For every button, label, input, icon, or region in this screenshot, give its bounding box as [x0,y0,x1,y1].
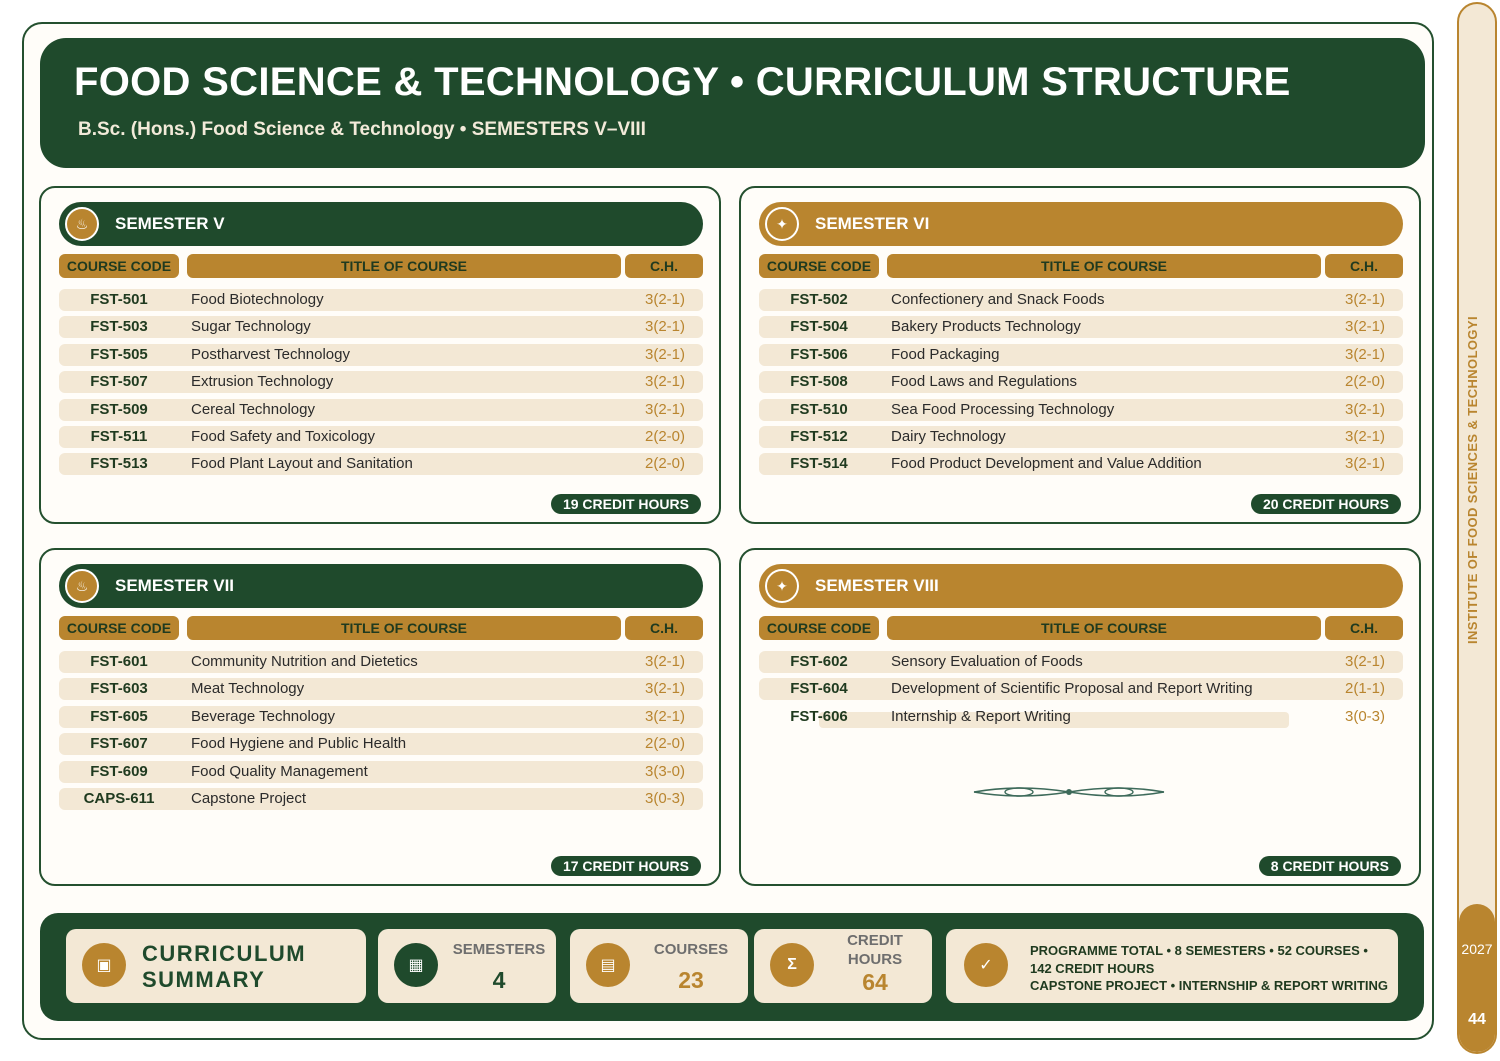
course-credit: 3(2-1) [644,400,685,418]
credit-hours-badge: 17 CREDIT HOURS [551,856,701,876]
course-row [59,678,703,700]
summary-title [142,941,306,993]
course-row [59,289,703,311]
list-icon: ▤ [586,943,630,987]
column-header-title: TITLE OF COURSE [187,616,621,640]
page-title: FOOD SCIENCE & TECHNOLOGY • CURRICULUM STRUCTURE [74,60,1291,104]
course-credit: 3(2-1) [644,291,685,308]
course-code: FST-603 [90,680,148,698]
course-row [59,316,703,338]
course-title: Sensory Evaluation of Foods [891,653,1083,670]
credit-hours-badge: 20 CREDIT HOURS [1251,494,1401,514]
course-credit: 3(2-1) [1344,400,1385,418]
year-label: 2027 [1461,941,1493,957]
column-header-ch: C.H. [1325,616,1403,640]
side-tab-footer [1459,904,1495,1054]
credit-hours-badge: 19 CREDIT HOURS [551,494,701,514]
course-row [759,371,1403,393]
course-title: Food Plant Layout and Sanitation [191,455,413,473]
course-code: FST-502 [790,291,848,308]
course-credit: 3(2-1) [644,373,685,391]
course-credit: 2(2-0) [644,428,685,445]
credit-label-line2: HOURS [847,951,903,968]
institute-name: INSTITUTE OF FOOD SCIENCES & TECHNOLOGYI [1465,315,1480,644]
course-row [59,706,703,728]
course-code: FST-511 [90,428,148,445]
course-row [759,651,1403,673]
course-credit: 3(2-1) [1344,455,1385,473]
course-row [59,733,703,755]
course-credit: 3(2-1) [1344,291,1385,308]
programme-total-text [1030,942,1388,995]
column-header-ch: C.H. [625,254,703,278]
course-title: Confectionery and Snack Foods [891,291,1105,308]
semester-title: SEMESTER VI [815,214,930,233]
summary-title-line2: SUMMARY [142,967,266,992]
course-title: Sea Food Processing Technology [891,400,1115,418]
course-credit: 2(2-0) [644,455,685,473]
course-code: FST-505 [90,345,148,363]
course-credit: 2(2-0) [1344,373,1385,391]
programme-line3: CAPSTONE PROJECT • INTERNSHIP & REPORT WRITING [1030,978,1388,993]
course-title: Sugar Technology [191,318,311,336]
semester-title: SEMESTER VIII [815,576,939,595]
course-title: Food Safety and Toxicology [191,428,376,445]
course-code: FST-509 [90,400,148,418]
credit-label-line1: CREDIT [847,932,903,949]
summary-title-line1: CURRICULUM [142,941,307,966]
semester-header [59,564,703,608]
course-row [759,706,1403,728]
course-credit: 2(2-0) [644,735,685,753]
course-title: Food Quality Management [191,762,368,780]
column-header-title: TITLE OF COURSE [187,254,621,278]
column-header-code: COURSE CODE [759,254,879,278]
semester-card [39,548,721,886]
course-credit: 3(0-3) [1344,707,1385,725]
course-title: Internship & Report Writing [891,707,1071,725]
course-row [759,344,1403,366]
course-row [59,788,703,810]
course-title: Food Hygiene and Public Health [191,735,407,753]
compass-icon: ✦ [765,207,799,241]
course-code: FST-601 [90,653,148,670]
grid-icon: ▦ [394,943,438,987]
credit-hours-value: 64 [862,969,888,995]
course-code: FST-506 [790,345,848,363]
programme-line1: PROGRAMME TOTAL • 8 SEMESTERS • 52 COURSES • [1030,943,1368,958]
check-icon: ✓ [964,943,1008,987]
column-header-code: COURSE CODE [59,254,179,278]
page-subtitle: B.Sc. (Hons.) Food Science & Technology • SEMESTERS V–VIII [78,119,646,140]
compass-icon: ✦ [765,569,799,603]
square-icon: ▣ [82,943,126,987]
summary-title-box [66,929,366,1003]
semesters-value: 4 [492,967,506,993]
semester-header [59,202,703,246]
course-row [759,453,1403,475]
course-title: Development of Scientific Proposal and Report Writing [891,680,1253,698]
course-credit: 3(2-1) [644,653,685,670]
column-header-title: TITLE OF COURSE [887,254,1321,278]
ornament-divider-icon [969,782,1169,802]
sigma-icon: Σ [770,943,814,987]
course-credit: 3(0-3) [644,790,685,807]
semesters-stat [378,929,556,1003]
course-row [59,371,703,393]
course-title: Cereal Technology [191,400,315,418]
course-credit: 3(2-1) [1344,428,1385,445]
column-header-code: COURSE CODE [59,616,179,640]
course-title: Postharvest Technology [191,345,350,363]
course-title: Meat Technology [191,680,305,698]
column-header-code: COURSE CODE [759,616,879,640]
column-header-ch: C.H. [625,616,703,640]
page-number: 44 [1468,1011,1486,1028]
course-title: Capstone Project [191,790,307,807]
page-frame [22,22,1434,1040]
course-credit: 3(2-1) [1344,345,1385,363]
semester-header [759,202,1403,246]
column-header-title: TITLE OF COURSE [887,616,1321,640]
programme-line2: 142 CREDIT HOURS [1030,960,1155,976]
course-code: FST-604 [790,680,848,698]
course-row [59,651,703,673]
course-row [59,344,703,366]
course-code: FST-510 [790,400,848,418]
course-title: Food Packaging [891,345,1000,363]
course-row [59,426,703,448]
credit-hours-badge: 8 CREDIT HOURS [1259,856,1401,876]
course-title: Food Laws and Regulations [891,373,1077,391]
course-code: FST-503 [90,318,148,336]
course-code: FST-602 [790,653,848,670]
semester-header [759,564,1403,608]
course-code: FST-605 [90,707,148,725]
column-header-ch: C.H. [1325,254,1403,278]
course-code: FST-508 [790,373,848,391]
course-row [759,678,1403,700]
semester-title: SEMESTER VII [115,576,235,595]
dish-icon: ♨ [65,207,99,241]
course-row [59,761,703,783]
course-code: FST-513 [90,455,148,473]
semesters-label: SEMESTERS [452,941,546,958]
programme-total-box [946,929,1398,1003]
course-row [59,453,703,475]
course-credit: 2(1-1) [1344,680,1385,698]
courses-stat [570,929,748,1003]
course-title: Food Product Development and Value Addition [891,455,1202,473]
course-credit: 3(3-0) [644,762,685,780]
semester-card [739,186,1421,524]
course-code: FST-607 [90,735,148,753]
course-row [759,399,1403,421]
course-title: Community Nutrition and Dietetics [191,653,418,670]
semester-title: SEMESTER V [115,214,225,233]
course-credit: 3(2-1) [1344,318,1385,336]
course-row [759,289,1403,311]
side-tab [1457,2,1497,1054]
course-credit: 3(2-1) [644,707,685,725]
dish-icon: ♨ [65,569,99,603]
curriculum-summary [40,913,1424,1021]
course-row [759,316,1403,338]
course-row [759,426,1403,448]
course-credit: 3(2-1) [644,680,685,698]
course-credit: 3(2-1) [644,345,685,363]
course-credit: 3(2-1) [644,318,685,336]
course-code: FST-504 [790,318,848,336]
course-code: CAPS-611 [83,790,155,807]
semester-card [39,186,721,524]
course-code: FST-514 [790,455,848,473]
course-code: FST-609 [90,762,148,780]
course-title: Extrusion Technology [191,373,334,391]
course-title: Dairy Technology [891,428,1006,445]
course-credit: 3(2-1) [1344,653,1385,670]
course-title: Bakery Products Technology [891,318,1081,336]
course-row [59,399,703,421]
semester-card [739,548,1421,886]
course-code: FST-501 [90,291,148,308]
credit-hours-label [824,931,926,969]
page-header [40,38,1425,168]
credit-hours-stat [754,929,932,1003]
course-code: FST-606 [790,707,848,725]
course-title: Food Biotechnology [191,291,324,308]
courses-value: 23 [678,967,704,993]
courses-label: COURSES [653,941,729,958]
course-code: FST-512 [790,428,848,445]
course-title: Beverage Technology [191,707,335,725]
course-code: FST-507 [90,373,148,391]
